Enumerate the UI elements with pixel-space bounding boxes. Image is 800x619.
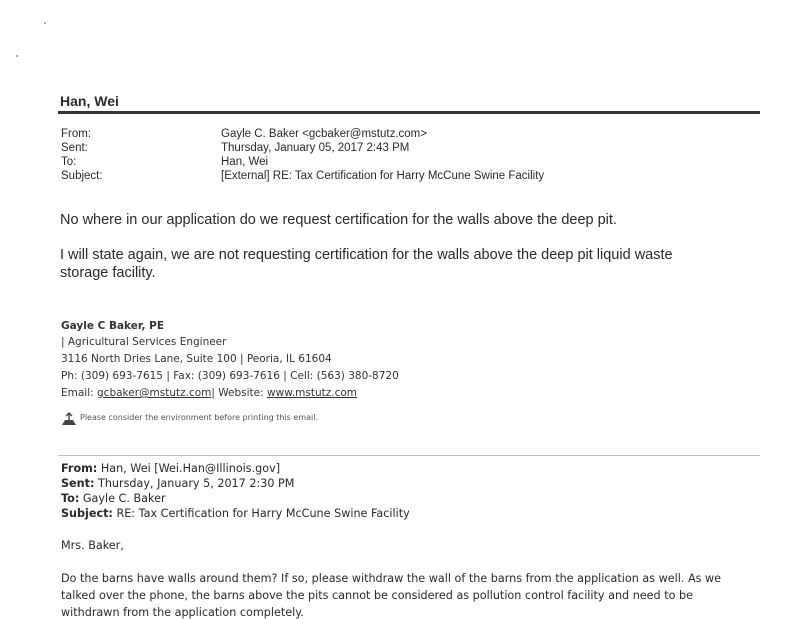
signature-contact-line: [61, 387, 357, 399]
quoted-to-value: Gayle C. Baker: [79, 492, 166, 505]
quoted-sent-value: Thursday, January 5, 2017 2:30 PM: [94, 477, 295, 490]
website-label: | Website:: [211, 387, 268, 399]
quoted-from: [61, 462, 280, 475]
quoted-sent-label: Sent:: [61, 477, 95, 490]
website-link[interactable]: www.mstutz.com: [267, 387, 358, 399]
body-paragraph-2-line-2: storage facility.: [60, 265, 156, 281]
quoted-subject: [61, 507, 410, 520]
environment-note: Please consider the environment before printing this email.: [80, 413, 318, 422]
quoted-greeting: Mrs. Baker,: [61, 539, 124, 552]
mailbox-owner-name: Han, Wei: [60, 93, 119, 109]
from-value: Gayle C. Baker <gcbaker@mstutz.com>: [221, 128, 427, 140]
quoted-subject-label: Subject:: [61, 507, 113, 520]
subject-label: Subject:: [61, 170, 103, 182]
body-paragraph-2-line-1: I will state again, we are not requesting certification for the walls above the deep pit liquid waste: [60, 247, 673, 263]
signature-phones: Ph: (309) 693-7615 | Fax: (309) 693-7616 | Cell: (563) 380-8720: [61, 370, 399, 382]
quoted-message-separator: [58, 455, 760, 456]
quoted-paragraph-line-2: talked over the phone, the barns above the pits cannot be considered as pollution control facility and need to be: [61, 589, 693, 602]
quoted-paragraph-line-1: Do the barns have walls around them? If so, please withdraw the wall of the barns from the application as well. As we: [61, 572, 722, 585]
subject-value: [External] RE: Tax Certification for Harry McCune Swine Facility: [221, 170, 545, 182]
signature-address: 3116 North Dries Lane, Suite 100 | Peoria, IL 61604: [61, 353, 332, 365]
signature-title: | Agricultural Services Engineer: [61, 336, 227, 348]
quoted-sent: [61, 477, 294, 490]
signature-name: Gayle C Baker, PE: [61, 320, 165, 332]
to-label: To:: [61, 156, 77, 168]
quoted-paragraph-line-3: withdrawn from the application completely.: [61, 606, 304, 619]
email-link[interactable]: gcbaker@mstutz.com: [97, 387, 212, 399]
from-label: From:: [61, 128, 92, 140]
quoted-to: [61, 492, 166, 505]
quoted-from-value: Han, Wei [Wei.Han@Illinois.gov]: [97, 462, 281, 475]
to-value: Han, Wei: [221, 156, 269, 168]
quoted-from-label: From:: [61, 462, 98, 475]
sent-label: Sent:: [61, 142, 88, 154]
body-paragraph-1: No where in our application do we request certification for the walls above the deep pit.: [60, 212, 617, 228]
sent-value: Thursday, January 05, 2017 2:43 PM: [221, 142, 410, 154]
quoted-subject-value: RE: Tax Certification for Harry McCune Swine Facility: [112, 507, 410, 520]
header-rule: [58, 111, 760, 114]
email-label: Email:: [61, 387, 98, 399]
quoted-to-label: To:: [61, 492, 80, 505]
scan-speck: [16, 55, 18, 57]
scan-speck: [44, 22, 46, 24]
environment-leaf-icon: [61, 412, 77, 426]
